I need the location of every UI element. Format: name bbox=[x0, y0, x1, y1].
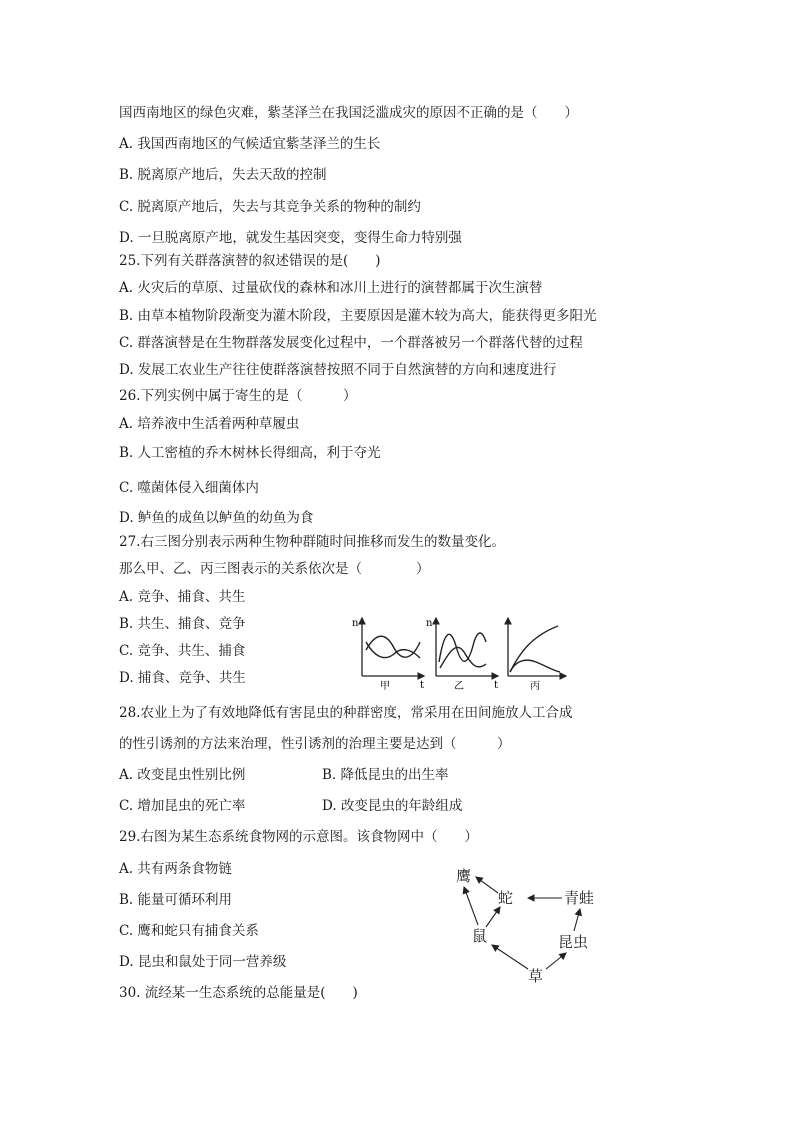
q26-option-c: C. 噬菌体侵入细菌体内 bbox=[119, 480, 259, 496]
q29-option-c: C. 鹰和蛇只有捕食关系 bbox=[119, 923, 259, 939]
question-29-stem: 29.右图为某生态系统食物网的示意图。该食物网中（ ） bbox=[119, 829, 478, 845]
foodweb-node-grass: 草 bbox=[528, 967, 544, 985]
foodweb-node-eagle: 鹰 bbox=[456, 867, 472, 885]
q24-option-c: C. 脱离原产地后，失去与其竞争关系的物种的制约 bbox=[119, 199, 421, 215]
question-26-stem: 26.下列实例中属于寄生的是（ ） bbox=[119, 388, 357, 404]
q24-option-d: D. 一旦脱离原产地，就发生基因突变，变得生命力特别强 bbox=[119, 230, 462, 246]
q24-option-a: A. 我国西南地区的气候适宜紫茎泽兰的生长 bbox=[119, 136, 381, 152]
q28-option-c: C. 增加昆虫的死亡率 bbox=[119, 798, 246, 814]
q27-option-b: B. 共生、捕食、竞争 bbox=[119, 616, 246, 632]
q25-option-b: B. 由草本植物阶段渐变为灌木阶段，主要原因是灌木较为高大，能获得更多阳光 bbox=[119, 308, 597, 324]
foodweb-node-mouse: 鼠 bbox=[472, 927, 488, 945]
question-27-stem: 27.右三图分别表示两种生物种群随时间推移而发生的数量变化。 bbox=[119, 534, 505, 550]
q27-option-c: C. 竞争、共生、捕食 bbox=[119, 643, 246, 659]
q24-option-b: B. 脱离原产地后，失去天敌的控制 bbox=[119, 167, 327, 183]
graph-yi bbox=[426, 618, 498, 692]
q25-option-a: A. 火灾后的草原、过量砍伐的森林和冰川上进行的演替都属于次生演替 bbox=[119, 280, 543, 296]
arrow-snake-to-eagle bbox=[476, 877, 498, 893]
foodweb-node-snake: 蛇 bbox=[498, 889, 514, 907]
q29-option-a: A. 共有两条食物链 bbox=[119, 861, 232, 877]
question-30-stem: 30. 流经某一生态系统的总能量是( ) bbox=[119, 985, 358, 1001]
question-24-stem-tail: 国西南地区的绿色灾难，紫茎泽兰在我国泛滥成灾的原因不正确的是（ ） bbox=[119, 105, 578, 121]
q26-option-a: A. 培养液中生活着两种草履虫 bbox=[119, 416, 300, 432]
population-graphs-figure bbox=[340, 612, 570, 692]
graph-bing-curve-1 bbox=[510, 626, 558, 672]
q25-option-c: C. 群落演替是在生物群落发展变化过程中，一个群落被另一个群落代替的过程 bbox=[119, 335, 583, 351]
q25-option-d: D. 发展工农业生产往往使群落演替按照不同于自然演替的方向和速度进行 bbox=[119, 362, 557, 378]
q28-option-b: B. 降低昆虫的出生率 bbox=[322, 767, 449, 783]
graph-bing bbox=[508, 618, 566, 692]
graph-yi-label: 乙 bbox=[454, 681, 464, 692]
graph-yi-t-label: t bbox=[494, 680, 499, 691]
graph-yi-n-label: n bbox=[426, 618, 433, 629]
q29-option-b: B. 能量可循环利用 bbox=[119, 892, 233, 908]
question-25-stem: 25.下列有关群落演替的叙述错误的是( ) bbox=[119, 253, 381, 269]
graph-jia-curve-2 bbox=[366, 642, 420, 658]
q29-option-d: D. 昆虫和鼠处于同一营养级 bbox=[119, 954, 287, 970]
arrow-grass-to-mouse bbox=[492, 945, 528, 969]
graph-jia-t-label: t bbox=[420, 680, 425, 691]
foodweb-node-insect: 昆虫 bbox=[558, 933, 589, 951]
arrow-mouse-to-snake bbox=[486, 907, 500, 927]
graph-bing-label: 丙 bbox=[530, 681, 540, 692]
graph-jia-n-label: n bbox=[352, 618, 359, 629]
foodweb-node-frog: 青蛙 bbox=[564, 889, 595, 907]
arrow-mouse-to-eagle bbox=[464, 887, 478, 925]
q26-option-d: D. 鲈鱼的成鱼以鲈鱼的幼鱼为食 bbox=[119, 510, 314, 526]
question-28-stem-2: 的性引诱剂的方法来治理，性引诱剂的治理主要是达到（ ） bbox=[119, 736, 511, 752]
graph-jia-label: 甲 bbox=[380, 681, 390, 692]
question-28-stem: 28.农业上为了有效地降低有害昆虫的种群密度，常采用在田间施放人工合成 bbox=[119, 705, 573, 721]
graph-jia bbox=[352, 618, 424, 692]
q27-option-d: D. 捕食、竞争、共生 bbox=[119, 670, 246, 686]
q28-option-d: D. 改变昆虫的年龄组成 bbox=[322, 798, 463, 814]
graph-bing-curve-2 bbox=[510, 660, 560, 672]
question-27-stem-2: 那么甲、乙、丙三图表示的关系依次是（ ） bbox=[119, 561, 430, 577]
arrow-grass-to-insect bbox=[546, 953, 566, 969]
food-web-figure bbox=[440, 855, 610, 995]
graph-yi-curve-2 bbox=[440, 647, 486, 668]
q27-option-a: A. 竞争、捕食、共生 bbox=[119, 589, 246, 605]
q28-option-a: A. 改变昆虫性别比例 bbox=[119, 767, 246, 783]
q26-option-b: B. 人工密植的乔木树林长得细高，利于夺光 bbox=[119, 445, 381, 461]
arrow-insect-to-frog bbox=[574, 909, 580, 931]
